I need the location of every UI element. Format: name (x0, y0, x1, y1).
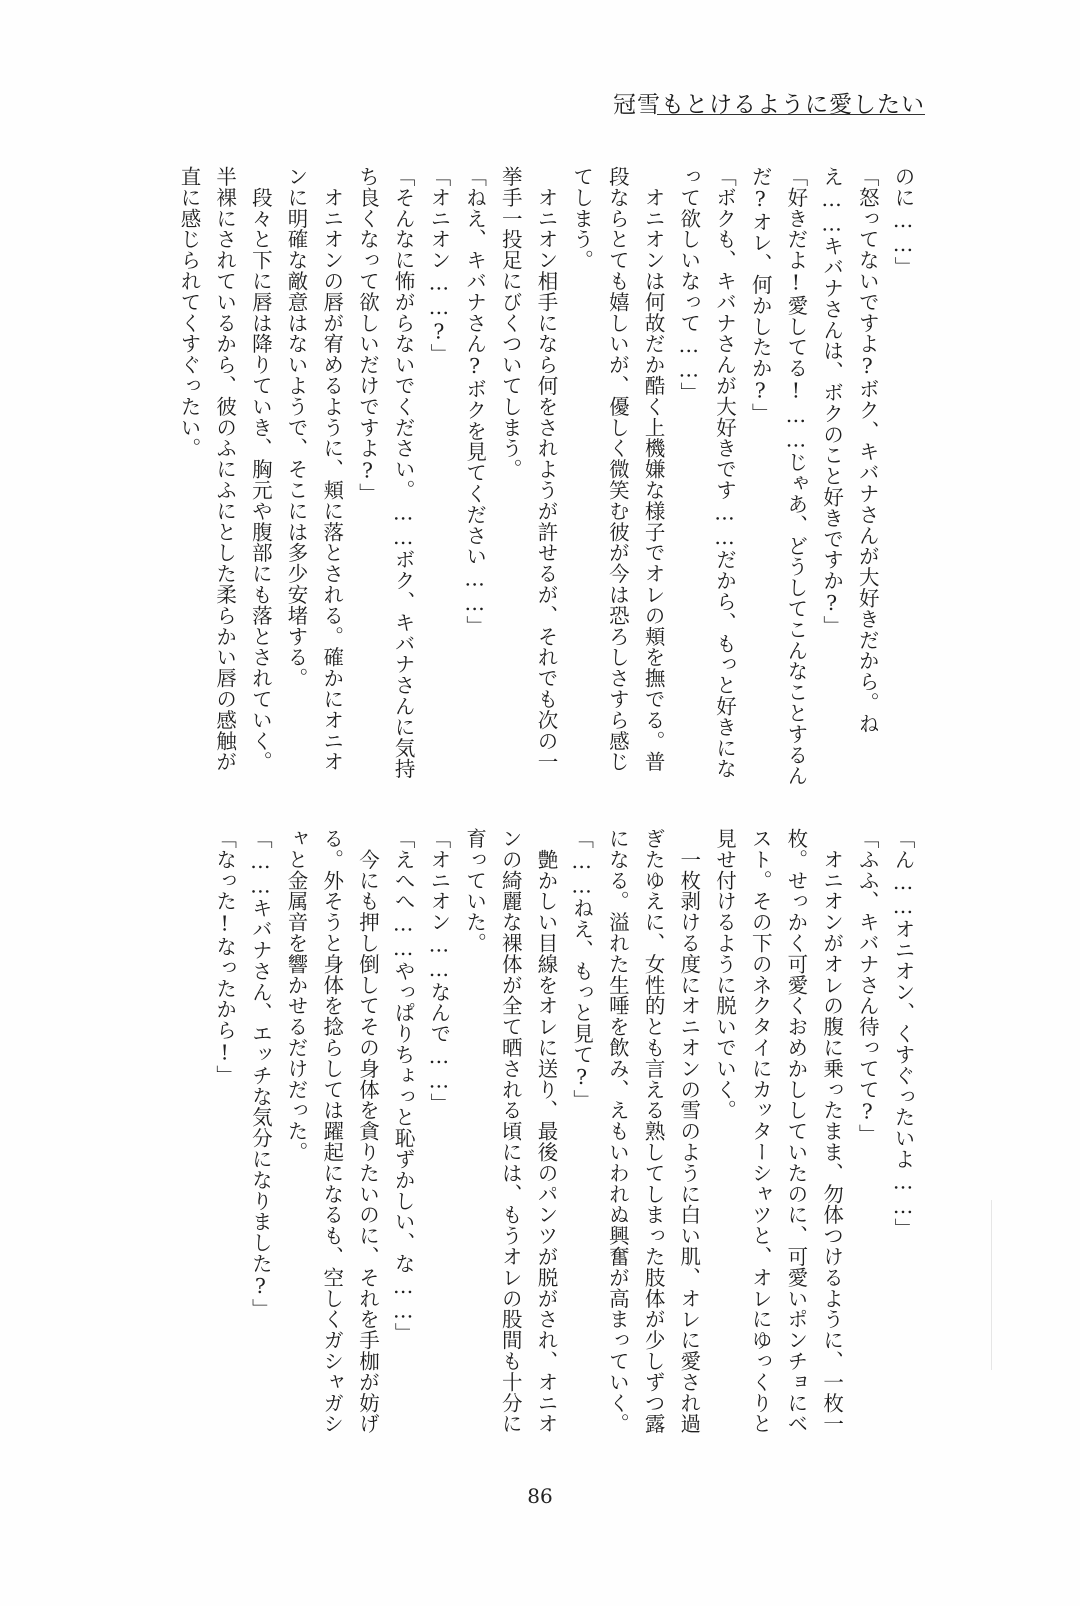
paragraph: 段々と下に唇は降りていき、胸元や腹部にも落とされていく。半裸にされているから、彼のふにふにとした柔らかい唇の感触が直に感じられてくすぐったい。 (176, 166, 273, 773)
paragraph: 艶かしい目線をオレに送り、最後のパンツが脱がされ、オニオンの綺麗な裸体が全て晒される頃には、もうオレの股間も十分に育っていた。 (462, 828, 558, 1435)
page-number: 86 (527, 1484, 553, 1508)
paragraph: オニオンは何故だか酷く上機嫌な様子でオレの頬を撫でる。普段ならとても嬉しいが、優しく微笑む彼が今は恐ろしさすら感じてしまう。 (569, 166, 666, 773)
paragraph: 「好きだよ!愛してる!……じゃあ、どうしてこんなことするんだ?オレ、何かしたか?」 (748, 166, 808, 787)
paragraph: 「怒ってないですよ?ボク、キバナさんが大好きだから。ねえ……キバナさんは、ボクのこと好きですか?」 (819, 166, 880, 734)
running-header-title: 冠雪もとけるように愛したい (613, 92, 925, 118)
text-block-lower (212, 828, 920, 1444)
paragraph: 「ふふ、キバナさん待ってて?」 (855, 828, 880, 1145)
paragraph: のに……」 (891, 166, 915, 278)
paragraph: 「オニオン……なんで……」 (426, 828, 451, 1114)
paragraph: 「ん……オニオン、くすぐったいよ……」 (891, 828, 915, 1240)
paragraph: 「ボクも、キバナさんが大好きです……だから、もっと好きになって欲しいなって……」 (676, 166, 737, 780)
paragraph: 「えへへ……やっぱりちょっと恥ずかしい、な……」 (391, 828, 416, 1344)
paragraph: 今にも押し倒してその身体を貪りたいのに、それを手枷が妨げる。外そうと身体を捻らしては躍起になるも、空しくガシャガシャと金属音を響かせるだけだった。 (284, 828, 380, 1435)
text-block-upper (176, 166, 920, 791)
header-rule (657, 114, 925, 115)
paragraph: 「そんなに怖がらないでください。……ボク、キバナさんに気持ち良くなって欲しいだけですよ?」 (355, 166, 416, 780)
paragraph: オニオン相手になら何をされようが許せるが、それでも次の一挙手一投足にびくついてしまう。 (498, 166, 558, 773)
paragraph: 「……キバナさん、エッチな気分になりました?」 (248, 828, 273, 1320)
margin-mark (991, 1200, 992, 1370)
paragraph: 「なった!なったから!」 (212, 828, 237, 1086)
paragraph: 一枚剥ける度にオニオンの雪のように白い肌、オレに愛され過ぎたゆえに、女性的とも言える熟してしまった肢体が少しずつ露になる。溢れた生唾を飲み、えもいわれぬ興奮が高まっていく。 (605, 828, 701, 1435)
paragraph: 「……ねえ、もっと見て?」 (569, 828, 594, 1111)
paragraph: 「ねえ、キバナさん?ボクを見てください……」 (462, 166, 487, 637)
paragraph: オニオンの唇が宥めるように、頬に落とされる。確かにオニオンに明確な敵意はないようで、そこには多少安堵する。 (284, 166, 344, 773)
paragraph: 「オニオン……?」 (426, 166, 451, 365)
paragraph: オニオンがオレの腹に乗ったまま、勿体つけるように、一枚一枚。せっかく可愛くおめかししていたのに、可愛いポンチョにベスト。その下のネクタイにカッターシャツと、オレにゆっくりと見せ付けるように脱いでいく。 (712, 828, 844, 1435)
